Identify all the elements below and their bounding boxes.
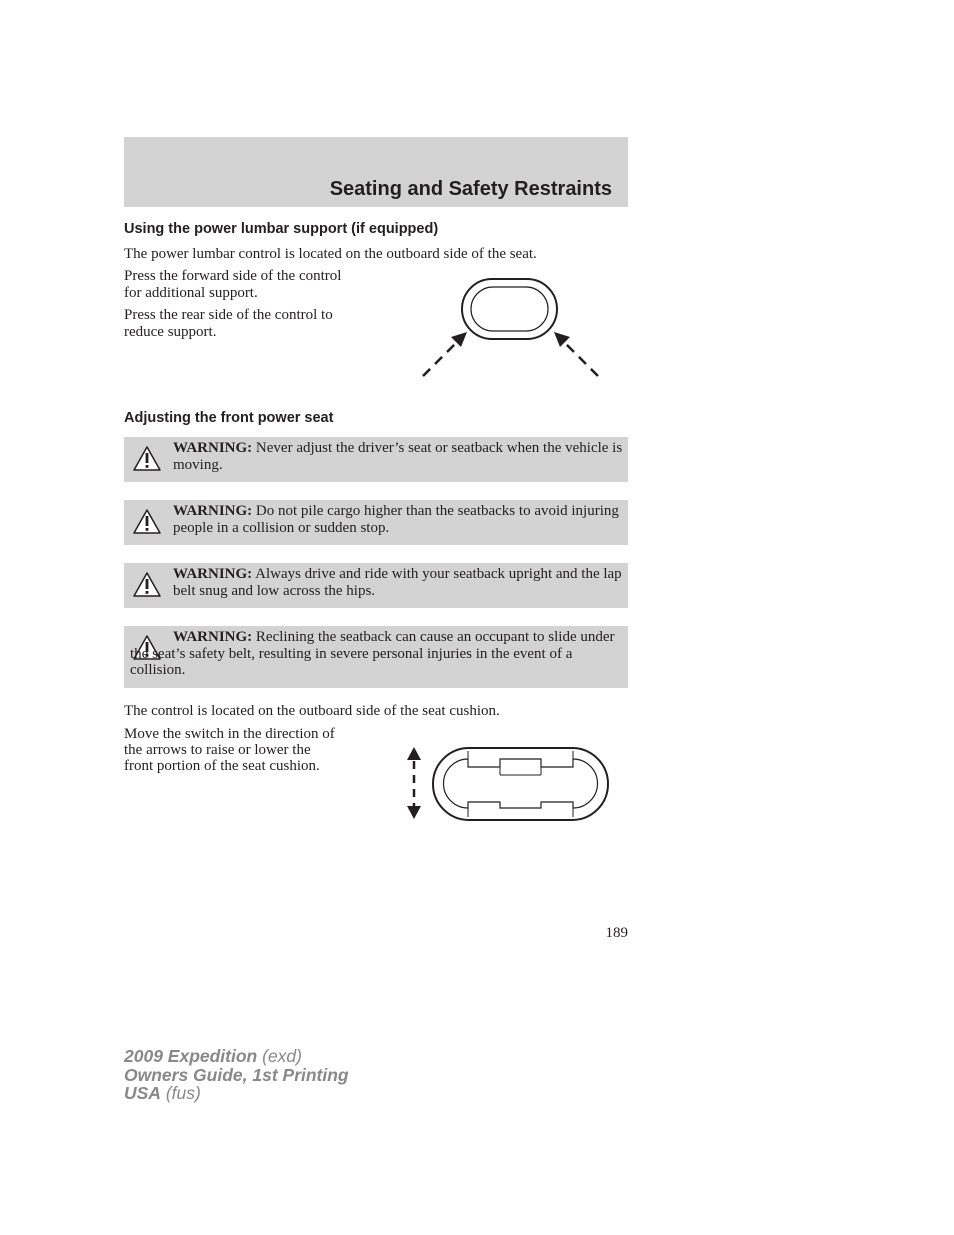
footer-line-guide: Owners Guide, 1st Printing: [124, 1064, 349, 1085]
move-switch-line2: the arrows to raise or lower the: [124, 742, 311, 758]
warning-box: [124, 563, 628, 608]
footer-line-model: 2009 Expedition (exd): [124, 1046, 302, 1066]
lumbar-rear-line2: reduce support.: [124, 324, 217, 340]
seat-heading: Adjusting the front power seat: [124, 410, 334, 426]
warning-text: WARNING: Never adjust the driver’s seat or seatback when the vehicle is moving.: [173, 440, 623, 473]
move-switch-line1: Move the switch in the direction of: [124, 726, 335, 742]
warning-triangle-icon: [132, 445, 162, 473]
up-down-arrow-icon: [407, 747, 421, 819]
forward-arrow-icon: [423, 332, 467, 376]
lumbar-control-illustration: [415, 275, 610, 383]
warning-triangle-icon: [132, 571, 162, 599]
lumbar-rear-line1: Press the rear side of the control to: [124, 307, 333, 323]
seat-switch-illustration: [402, 745, 614, 825]
warning-text: WARNING: Always drive and ride with your seatback upright and the lap belt snug and low across the hips.: [173, 566, 622, 599]
warning-text: WARNING: Do not pile cargo higher than the seatbacks to avoid injuring people in a collision or sudden stop.: [173, 503, 619, 536]
page-number: 189: [605, 925, 628, 941]
move-switch-line3: front portion of the seat cushion.: [124, 758, 320, 774]
lumbar-heading: Using the power lumbar support (if equipped): [124, 221, 439, 237]
warning-triangle-icon: [132, 508, 162, 536]
warning-box: [124, 500, 628, 545]
warning-box: [124, 626, 628, 688]
document-footer: [124, 1047, 349, 1103]
control-location-text: The control is located on the outboard side of the seat cushion.: [124, 703, 500, 719]
warning-box: [124, 437, 628, 482]
warning-text: WARNING: Reclining the seatback can cause an occupant to slide under the seat’s safety belt, resulting in severe personal injuries in the event of a collision.: [130, 629, 615, 678]
lumbar-forward-line2: for additional support.: [124, 285, 258, 301]
footer-line-region: USA (fus): [124, 1083, 201, 1103]
section-title: Seating and Safety Restraints: [329, 178, 612, 200]
section-header: [124, 137, 628, 207]
lumbar-forward-line1: Press the forward side of the control: [124, 268, 342, 284]
rear-arrow-icon: [554, 332, 598, 376]
lumbar-intro: The power lumbar control is located on the outboard side of the seat.: [124, 246, 537, 262]
